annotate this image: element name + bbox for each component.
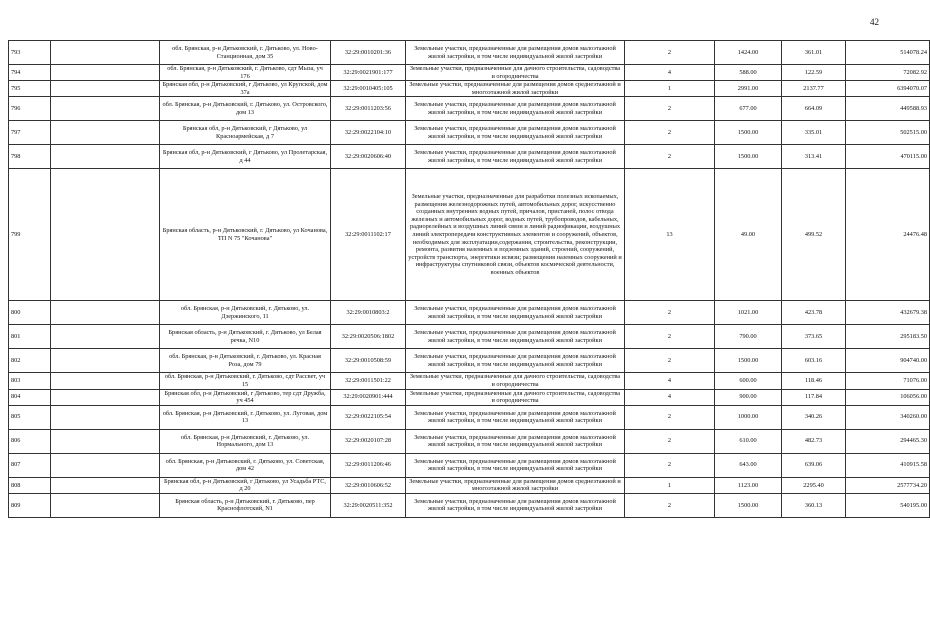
area-cell: 2991.00	[715, 81, 782, 97]
cadastral-value-cell: 904740.00	[846, 349, 930, 373]
address-cell: Брянская область, р-н Дятьковский, г. Дятьково, ул Белая речка, N10	[160, 325, 331, 349]
group-cell: 1	[625, 81, 715, 97]
row-number: 795	[9, 81, 51, 97]
area-cell: 1500.00	[715, 145, 782, 169]
cadastral-number-cell: 32:29:0022104:10	[331, 121, 406, 145]
specific-value-cell: 117.84	[782, 389, 846, 405]
area-cell: 900.00	[715, 389, 782, 405]
specific-value-cell: 122.59	[782, 65, 846, 81]
spacer-cell	[51, 145, 160, 169]
specific-value-cell: 639.06	[782, 453, 846, 477]
specific-value-cell: 340.26	[782, 405, 846, 429]
group-cell: 2	[625, 301, 715, 325]
row-number: 799	[9, 169, 51, 301]
table-row	[9, 349, 930, 373]
address-cell: Брянская область, р-н Дятьковский, г. Дятьково, ул Кочанова, ТП N 75 "Кочанова"	[160, 169, 331, 301]
area-cell: 1123.00	[715, 477, 782, 493]
address-cell: Брянская обл, р-н Дятьковский, г Дятьково, ул Пролетарская, д 44	[160, 145, 331, 169]
cadastral-value-cell: 106056.00	[846, 389, 930, 405]
land-purpose-cell: Земельные участки, предназначенные для размещения домов среднеэтажной и многоэтажной жилой застройки	[406, 81, 625, 97]
table-row	[9, 41, 930, 65]
land-purpose-cell: Земельные участки, предназначенные для разработки полезных ископаемых, размещения железнодорожных путей, автомобильных дорог, искусственно созданных внутренних водных путей, причалов, пристаней, полос отвода железных и автомобильных дорог, водных путей, трубопроводов, кабельных, радиорелейных и воздушных линий связи и линий радиофикации, воздушных линий электропередачи конструктивных элементов и сооружений, объектов, необходимых для эксплуатации,содержания, строительства, реконструкции, ремонта, развития наземных и подземных зданий, строений, сооружений, устройств транспорта, энергетики исвязи; размещения наземных сооружений и инфраструктуры спутниковой связи, объектов космической деятельности, военных объектов	[406, 169, 625, 301]
area-cell: 643.00	[715, 453, 782, 477]
land-purpose-cell: Земельные участки, предназначенные для дачного строительства, садоводства и огородничества	[406, 373, 625, 389]
specific-value-cell: 313.41	[782, 145, 846, 169]
address-cell: обл. Брянская, р-н Дятьковский, г. Дятьково, сдт Мыза, уч 176	[160, 65, 331, 81]
land-purpose-cell: Земельные участки, предназначенные для размещения домов малоэтажной жилой застройки, в том числе индивидуальной жилой застройки	[406, 429, 625, 453]
cadastral-number-cell: 32:29:0020606:40	[331, 145, 406, 169]
group-cell: 13	[625, 169, 715, 301]
area-cell: 1500.00	[715, 493, 782, 517]
land-purpose-cell: Земельные участки, предназначенные для дачного строительства, садоводства и огородничества	[406, 65, 625, 81]
area-cell: 1021.00	[715, 301, 782, 325]
address-cell: Брянская область, р-н Дятьковский, г. Дятьково, пер Краснофлотский, N1	[160, 493, 331, 517]
cadastral-value-cell: 540195.00	[846, 493, 930, 517]
land-purpose-cell: Земельные участки, предназначенные для размещения домов малоэтажной жилой застройки, в том числе индивидуальной жилой застройки	[406, 145, 625, 169]
row-number: 806	[9, 429, 51, 453]
row-number: 796	[9, 97, 51, 121]
specific-value-cell: 664.09	[782, 97, 846, 121]
table-row	[9, 373, 930, 389]
page-number: 42	[870, 17, 879, 27]
spacer-cell	[51, 169, 160, 301]
land-purpose-cell: Земельные участки, предназначенные для размещения домов малоэтажной жилой застройки, в том числе индивидуальной жилой застройки	[406, 405, 625, 429]
row-number: 809	[9, 493, 51, 517]
address-cell: обл. Брянская, р-н Дятьковский, г. Дятьково, ул. Дзержинского, 11	[160, 301, 331, 325]
row-number: 797	[9, 121, 51, 145]
row-number: 805	[9, 405, 51, 429]
table-row	[9, 301, 930, 325]
group-cell: 2	[625, 41, 715, 65]
table-row	[9, 477, 930, 493]
address-cell: обл. Брянская, р-н Дятьковский, г. Дятьково, ул. Островского, дом 13	[160, 97, 331, 121]
cadastral-value-cell: 295183.50	[846, 325, 930, 349]
spacer-cell	[51, 81, 160, 97]
row-number: 794	[9, 65, 51, 81]
area-cell: 610.00	[715, 429, 782, 453]
row-number: 793	[9, 41, 51, 65]
cadastral-number-cell: 32:29:0010606:52	[331, 477, 406, 493]
cadastral-number-cell: 32:29:0011203:56	[331, 97, 406, 121]
area-cell: 1424.00	[715, 41, 782, 65]
cadastral-number-cell: 32:29:0011206:46	[331, 453, 406, 477]
cadastral-value-cell: 294465.30	[846, 429, 930, 453]
cadastral-value-cell: 72082.92	[846, 65, 930, 81]
cadastral-number-cell: 32:29:0010201:36	[331, 41, 406, 65]
cadastral-value-cell: 24476.48	[846, 169, 930, 301]
row-number: 800	[9, 301, 51, 325]
land-purpose-cell: Земельные участки, предназначенные для размещения домов малоэтажной жилой застройки, в том числе индивидуальной жилой застройки	[406, 325, 625, 349]
cadastral-value-cell: 449588.93	[846, 97, 930, 121]
table-row	[9, 169, 930, 301]
cadastral-number-cell: 32:29:0010405:105	[331, 81, 406, 97]
table-row	[9, 389, 930, 405]
row-number: 801	[9, 325, 51, 349]
land-purpose-cell: Земельные участки, предназначенные для размещения домов малоэтажной жилой застройки, в том числе индивидуальной жилой застройки	[406, 97, 625, 121]
table-row	[9, 325, 930, 349]
spacer-cell	[51, 301, 160, 325]
specific-value-cell: 361.01	[782, 41, 846, 65]
cadastral-value-cell: 470115.00	[846, 145, 930, 169]
address-cell: Брянская обл, р-н Дятьковский, г Дятьково, ул Красноармейская, д 7	[160, 121, 331, 145]
cadastral-number-cell: 32:29:0021901:177	[331, 65, 406, 81]
specific-value-cell: 603.16	[782, 349, 846, 373]
row-number: 798	[9, 145, 51, 169]
group-cell: 2	[625, 453, 715, 477]
spacer-cell	[51, 97, 160, 121]
spacer-cell	[51, 65, 160, 81]
spacer-cell	[51, 41, 160, 65]
land-register-table	[8, 40, 930, 518]
cadastral-number-cell: 32:29:0011501:22	[331, 373, 406, 389]
area-cell: 600.00	[715, 373, 782, 389]
table-row	[9, 429, 930, 453]
specific-value-cell: 373.65	[782, 325, 846, 349]
cadastral-value-cell: 432679.38	[846, 301, 930, 325]
table-row	[9, 405, 930, 429]
group-cell: 2	[625, 325, 715, 349]
row-number: 803	[9, 373, 51, 389]
address-cell: Брянская обл, р-н Дятьковский, г Дятьково, тер сдт Дружба, уч 454	[160, 389, 331, 405]
row-number: 804	[9, 389, 51, 405]
group-cell: 2	[625, 405, 715, 429]
cadastral-number-cell: 32:29:0020107:28	[331, 429, 406, 453]
cadastral-number-cell: 32:29:0020511:352	[331, 493, 406, 517]
cadastral-number-cell: 32:29:0020901:444	[331, 389, 406, 405]
specific-value-cell: 2137.77	[782, 81, 846, 97]
land-purpose-cell: Земельные участки, предназначенные для размещения домов среднеэтажной и многоэтажной жилой застройки	[406, 477, 625, 493]
spacer-cell	[51, 429, 160, 453]
table-row	[9, 145, 930, 169]
cadastral-value-cell: 71076.00	[846, 373, 930, 389]
group-cell: 2	[625, 429, 715, 453]
specific-value-cell: 423.78	[782, 301, 846, 325]
specific-value-cell: 482.73	[782, 429, 846, 453]
row-number: 807	[9, 453, 51, 477]
specific-value-cell: 335.01	[782, 121, 846, 145]
area-cell: 790.00	[715, 325, 782, 349]
spacer-cell	[51, 389, 160, 405]
spacer-cell	[51, 349, 160, 373]
cadastral-number-cell: 32:29:0011102:17	[331, 169, 406, 301]
spacer-cell	[51, 477, 160, 493]
spacer-cell	[51, 493, 160, 517]
table-body	[9, 41, 930, 518]
specific-value-cell: 2295.40	[782, 477, 846, 493]
spacer-cell	[51, 373, 160, 389]
spacer-cell	[51, 405, 160, 429]
group-cell: 2	[625, 97, 715, 121]
land-purpose-cell: Земельные участки, предназначенные для размещения домов малоэтажной жилой застройки, в том числе индивидуальной жилой застройки	[406, 349, 625, 373]
cadastral-value-cell: 502515.00	[846, 121, 930, 145]
spacer-cell	[51, 325, 160, 349]
address-cell: обл. Брянская, р-н Дятьковский, г. Дятьково, ул. Луговая, дом 13	[160, 405, 331, 429]
group-cell: 2	[625, 121, 715, 145]
cadastral-number-cell: 32:29:0020506:1802	[331, 325, 406, 349]
land-purpose-cell: Земельные участки, предназначенные для размещения домов малоэтажной жилой застройки, в том числе индивидуальной жилой застройки	[406, 453, 625, 477]
table-row	[9, 121, 930, 145]
address-cell: обл. Брянская, р-н Дятьковский, г. Дятьково, ул. Нормального, дом 13	[160, 429, 331, 453]
group-cell: 4	[625, 389, 715, 405]
address-cell: обл. Брянская, р-н Дятьковский, г. Дятьково, ул. Красная Роза, дом 79	[160, 349, 331, 373]
group-cell: 2	[625, 349, 715, 373]
row-number: 808	[9, 477, 51, 493]
area-cell: 1000.00	[715, 405, 782, 429]
address-cell: обл. Брянская, р-н Дятьковский, г. Дятьково, ул. Советская, дом 42	[160, 453, 331, 477]
address-cell: обл. Брянская, р-н Дятьковский, г. Дятьково, сдт Рассвет, уч 15	[160, 373, 331, 389]
spacer-cell	[51, 121, 160, 145]
land-purpose-cell: Земельные участки, предназначенные для размещения домов малоэтажной жилой застройки, в том числе индивидуальной жилой застройки	[406, 41, 625, 65]
area-cell: 588.00	[715, 65, 782, 81]
group-cell: 2	[625, 145, 715, 169]
table-row	[9, 97, 930, 121]
cadastral-value-cell: 340260.00	[846, 405, 930, 429]
cadastral-value-cell: 514078.24	[846, 41, 930, 65]
cadastral-value-cell: 2577734.20	[846, 477, 930, 493]
group-cell: 4	[625, 373, 715, 389]
spacer-cell	[51, 453, 160, 477]
specific-value-cell: 360.13	[782, 493, 846, 517]
group-cell: 1	[625, 477, 715, 493]
cadastral-value-cell: 410915.58	[846, 453, 930, 477]
address-cell: Брянская обл, р-н Дятьковский, г Дятьково, ул Усадьба РТС, д 20	[160, 477, 331, 493]
specific-value-cell: 499.52	[782, 169, 846, 301]
cadastral-number-cell: 32:29:0022105:54	[331, 405, 406, 429]
cadastral-value-cell: 6394070.07	[846, 81, 930, 97]
table-row	[9, 65, 930, 81]
land-purpose-cell: Земельные участки, предназначенные для размещения домов малоэтажной жилой застройки, в том числе индивидуальной жилой застройки	[406, 493, 625, 517]
cadastral-number-cell: 32:29:0010803:2	[331, 301, 406, 325]
table-row	[9, 493, 930, 517]
group-cell: 4	[625, 65, 715, 81]
area-cell: 49.00	[715, 169, 782, 301]
area-cell: 1500.00	[715, 121, 782, 145]
address-cell: обл. Брянская, р-н Дятьковский, г. Дятьково, ул. Ново-Станционная, дом 35	[160, 41, 331, 65]
land-purpose-cell: Земельные участки, предназначенные для размещения домов малоэтажной жилой застройки, в том числе индивидуальной жилой застройки	[406, 301, 625, 325]
land-purpose-cell: Земельные участки, предназначенные для дачного строительства, садоводства и огородничества	[406, 389, 625, 405]
address-cell: Брянская обл, р-н Дятьковский, г Дятьково, ул Крупской, дом 37а	[160, 81, 331, 97]
land-purpose-cell: Земельные участки, предназначенные для размещения домов малоэтажной жилой застройки, в том числе индивидуальной жилой застройки	[406, 121, 625, 145]
area-cell: 677.00	[715, 97, 782, 121]
table-row	[9, 81, 930, 97]
area-cell: 1500.00	[715, 349, 782, 373]
specific-value-cell: 118.46	[782, 373, 846, 389]
row-number: 802	[9, 349, 51, 373]
cadastral-number-cell: 32:29:0010508:59	[331, 349, 406, 373]
group-cell: 2	[625, 493, 715, 517]
table-row	[9, 453, 930, 477]
